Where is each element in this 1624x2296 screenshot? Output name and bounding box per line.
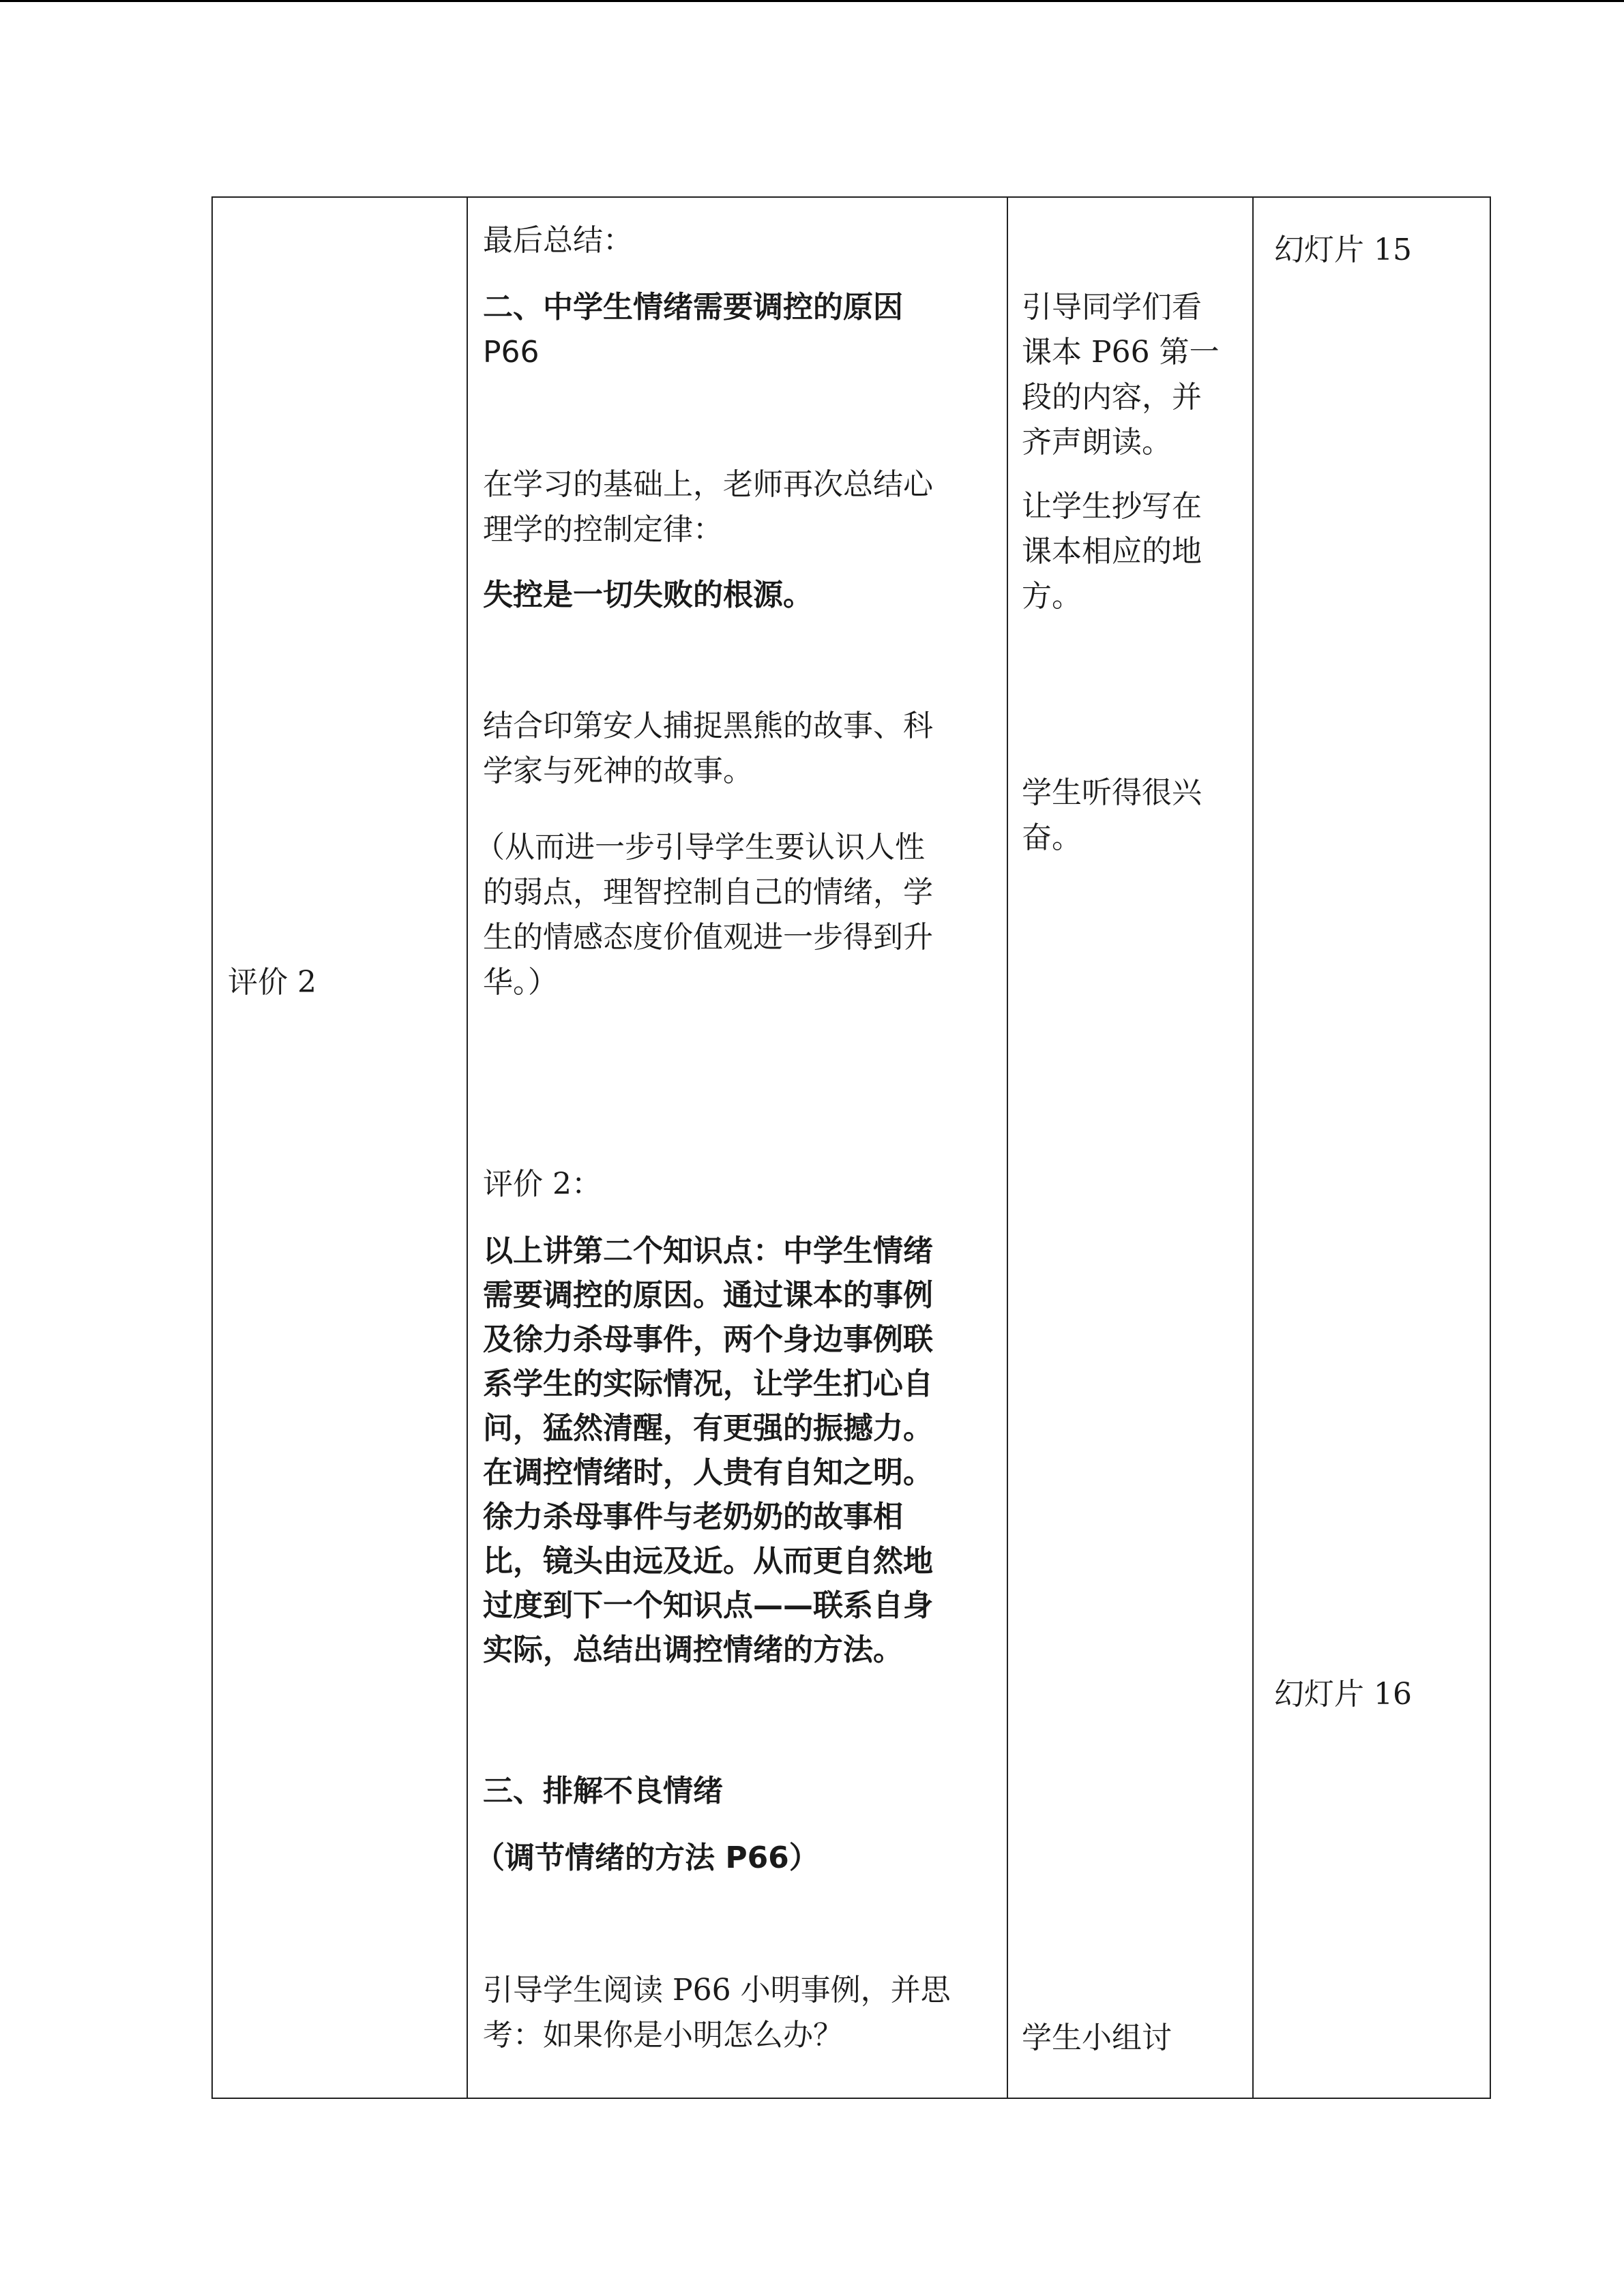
section-two-title-line-2: P66 xyxy=(483,335,540,370)
evaluation-paragraph-line-6: 在调控情绪时，人贵有自知之明。 xyxy=(483,1455,933,1490)
activity-read-line-3: 段的内容，并 xyxy=(1022,380,1202,415)
evaluation-paragraph-line-4: 系学生的实际情况，让学生扪心自 xyxy=(483,1367,933,1401)
stories-line-2: 学家与死神的故事。 xyxy=(483,754,753,788)
evaluation-column xyxy=(213,198,467,2098)
control-law-intro-line-2: 理学的控制定律： xyxy=(483,512,723,547)
evaluation-two-heading: 评价 2： xyxy=(483,1167,602,1202)
purpose-note-line-1: （从而进一步引导学生要认识人性 xyxy=(475,830,925,865)
teaching-content-column xyxy=(468,198,1007,2098)
section-two-title-line-1: 二、中学生情绪需要调控的原因 xyxy=(483,290,903,325)
activity-copy-line-1: 让学生抄写在 xyxy=(1022,489,1202,524)
slide-16-label: 幻灯片 16 xyxy=(1274,1677,1412,1712)
section-three-title: 三、排解不良情绪 xyxy=(483,1774,723,1808)
evaluation-label: 评价 2 xyxy=(228,965,316,1000)
purpose-note-line-4: 华。） xyxy=(483,965,558,1000)
purpose-note-line-3: 生的情感态度价值观进一步得到升 xyxy=(483,920,933,955)
control-law-statement: 失控是一切失败的根源。 xyxy=(483,578,813,612)
slide-15-label: 幻灯片 15 xyxy=(1274,233,1412,267)
student-activity-column xyxy=(1008,198,1252,2098)
evaluation-paragraph-line-3: 及徐力杀母事件，两个身边事例联 xyxy=(483,1322,933,1357)
activity-copy-line-3: 方。 xyxy=(1022,579,1082,614)
evaluation-paragraph-line-9: 过度到下一个知识点——联系自身 xyxy=(483,1588,933,1623)
activity-copy-line-2: 课本相应的地 xyxy=(1022,534,1202,569)
activity-group-discussion: 学生小组讨 xyxy=(1022,2021,1172,2055)
evaluation-paragraph-line-2: 需要调控的原因。通过课本的事例 xyxy=(483,1278,933,1313)
slides-column xyxy=(1254,198,1492,2098)
stories-line-1: 结合印第安人捕捉黑熊的故事、科 xyxy=(483,709,933,743)
control-law-intro-line-1: 在学习的基础上，老师再次总结心 xyxy=(483,467,933,502)
reading-task-line-2: 考：如果你是小明怎么办？ xyxy=(483,2018,843,2053)
page-top-rule xyxy=(0,0,1624,2)
evaluation-paragraph-line-7: 徐力杀母事件与老奶奶的故事相 xyxy=(483,1500,903,1534)
reading-task-line-1: 引导学生阅读 P66 小明事例，并思 xyxy=(483,1973,951,2008)
section-three-subtitle: （调节情绪的方法 P66） xyxy=(475,1840,819,1875)
final-summary-heading: 最后总结： xyxy=(483,223,633,258)
activity-listen-line-1: 学生听得很兴 xyxy=(1022,775,1202,810)
evaluation-paragraph-line-8: 比，镜头由远及近。从而更自然地 xyxy=(483,1544,933,1579)
activity-read-line-2: 课本 P66 第一 xyxy=(1022,335,1220,370)
evaluation-paragraph-line-1: 以上讲第二个知识点：中学生情绪 xyxy=(483,1234,933,1268)
evaluation-paragraph-line-10: 实际，总结出调控情绪的方法。 xyxy=(483,1632,903,1667)
evaluation-paragraph-line-5: 问，猛然清醒，有更强的振撼力。 xyxy=(483,1411,933,1446)
lesson-plan-table xyxy=(211,196,1491,2099)
activity-read-line-1: 引导同学们看 xyxy=(1022,290,1202,325)
activity-read-line-4: 齐声朗读。 xyxy=(1022,425,1172,460)
purpose-note-line-2: 的弱点，理智控制自己的情绪，学 xyxy=(483,875,933,910)
activity-listen-line-2: 奋。 xyxy=(1022,820,1082,855)
